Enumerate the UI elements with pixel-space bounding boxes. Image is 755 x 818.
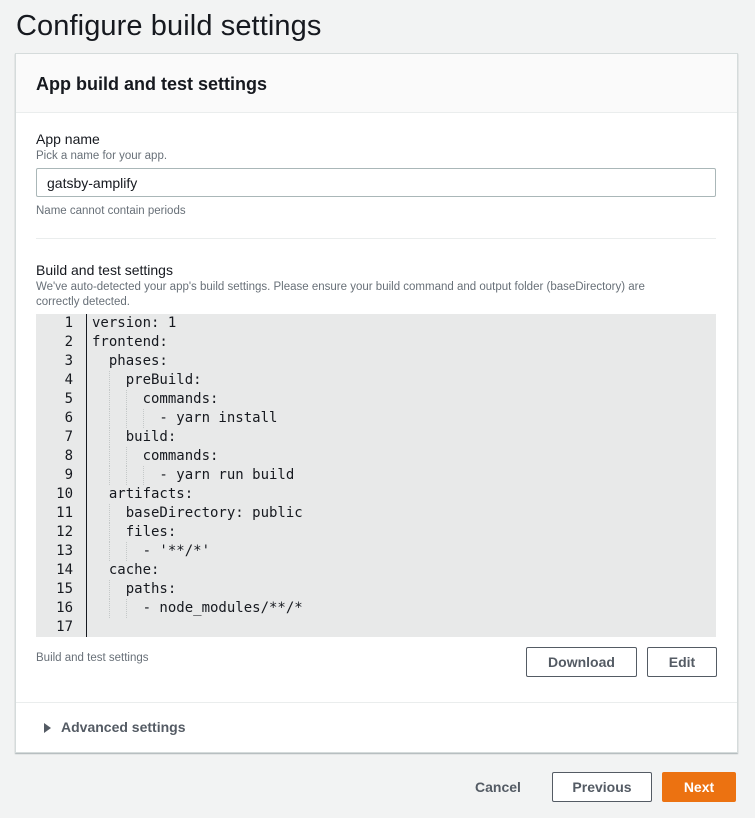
line-number: 1 [64, 315, 73, 331]
indent-guide [109, 447, 110, 466]
next-button[interactable]: Next [662, 772, 736, 802]
line-number: 8 [64, 448, 73, 464]
edit-button[interactable]: Edit [647, 647, 717, 677]
code-line: version: 1 [92, 315, 177, 331]
section-title: App build and test settings [36, 74, 268, 94]
build-settings-card [15, 53, 738, 753]
indent-guide [126, 447, 127, 466]
line-number: 12 [56, 524, 73, 540]
line-number: 5 [64, 391, 73, 407]
app-name-hint: Name cannot contain periods [36, 205, 186, 217]
code-line: paths: [92, 581, 177, 597]
indent-guide [143, 409, 144, 428]
line-number: 2 [64, 334, 73, 350]
indent-guide [109, 371, 110, 390]
indent-guide [143, 466, 144, 485]
line-number: 7 [64, 429, 73, 445]
cancel-button[interactable]: Cancel [462, 772, 534, 802]
code-area[interactable] [86, 314, 716, 637]
line-number: 17 [56, 619, 73, 635]
caret-right-icon [44, 723, 51, 733]
line-number: 10 [56, 486, 73, 502]
indent-guide [126, 390, 127, 409]
code-line: - yarn install [92, 410, 278, 426]
line-number-gutter [36, 314, 86, 637]
indent-guide [109, 599, 110, 618]
page-title: Configure build settings [16, 10, 322, 42]
code-line: commands: [92, 391, 219, 407]
line-number: 15 [56, 581, 73, 597]
line-number: 11 [56, 505, 73, 521]
indent-guide [109, 466, 110, 485]
code-line: commands: [92, 448, 219, 464]
build-settings-description: We've auto-detected your app's build settings. Please ensure your build command and output folder (baseDirectory) are [36, 281, 645, 293]
divider [36, 238, 716, 239]
line-number: 6 [64, 410, 73, 426]
code-line: - '**/*' [92, 543, 211, 559]
code-line: - yarn run build [92, 467, 295, 483]
code-line: files: [92, 524, 177, 540]
advanced-settings-toggle[interactable] [16, 702, 737, 753]
code-line: phases: [92, 353, 168, 369]
line-number: 14 [56, 562, 73, 578]
code-line: cache: [92, 562, 160, 578]
app-name-input[interactable] [36, 168, 716, 197]
line-number: 9 [64, 467, 73, 483]
indent-guide [126, 542, 127, 561]
code-line: baseDirectory: public [92, 505, 303, 521]
code-line: artifacts: [92, 486, 194, 502]
code-line: preBuild: [92, 372, 202, 388]
code-line: - node_modules/**/* [92, 600, 303, 616]
build-spec-editor[interactable] [36, 314, 716, 637]
advanced-settings-label: Advanced settings [61, 719, 186, 735]
card-header [16, 54, 737, 113]
app-name-description: Pick a name for your app. [36, 150, 168, 162]
code-line: build: [92, 429, 177, 445]
build-settings-label: Build and test settings [36, 262, 173, 278]
download-button[interactable]: Download [526, 647, 637, 677]
indent-guide [109, 409, 110, 428]
line-number: 13 [56, 543, 73, 559]
indent-guide [126, 466, 127, 485]
indent-guide [109, 504, 110, 523]
build-settings-description-cont: correctly detected. [36, 296, 130, 308]
line-number: 4 [64, 372, 73, 388]
app-name-label: App name [36, 131, 100, 147]
indent-guide [126, 599, 127, 618]
line-number: 16 [56, 600, 73, 616]
indent-guide [109, 542, 110, 561]
code-line: frontend: [92, 334, 168, 350]
previous-button[interactable]: Previous [552, 772, 652, 802]
indent-guide [126, 409, 127, 428]
editor-footer-label: Build and test settings [36, 652, 149, 664]
indent-guide [109, 523, 110, 542]
line-number: 3 [64, 353, 73, 369]
indent-guide [109, 390, 110, 409]
indent-guide [109, 580, 110, 599]
indent-guide [109, 428, 110, 447]
